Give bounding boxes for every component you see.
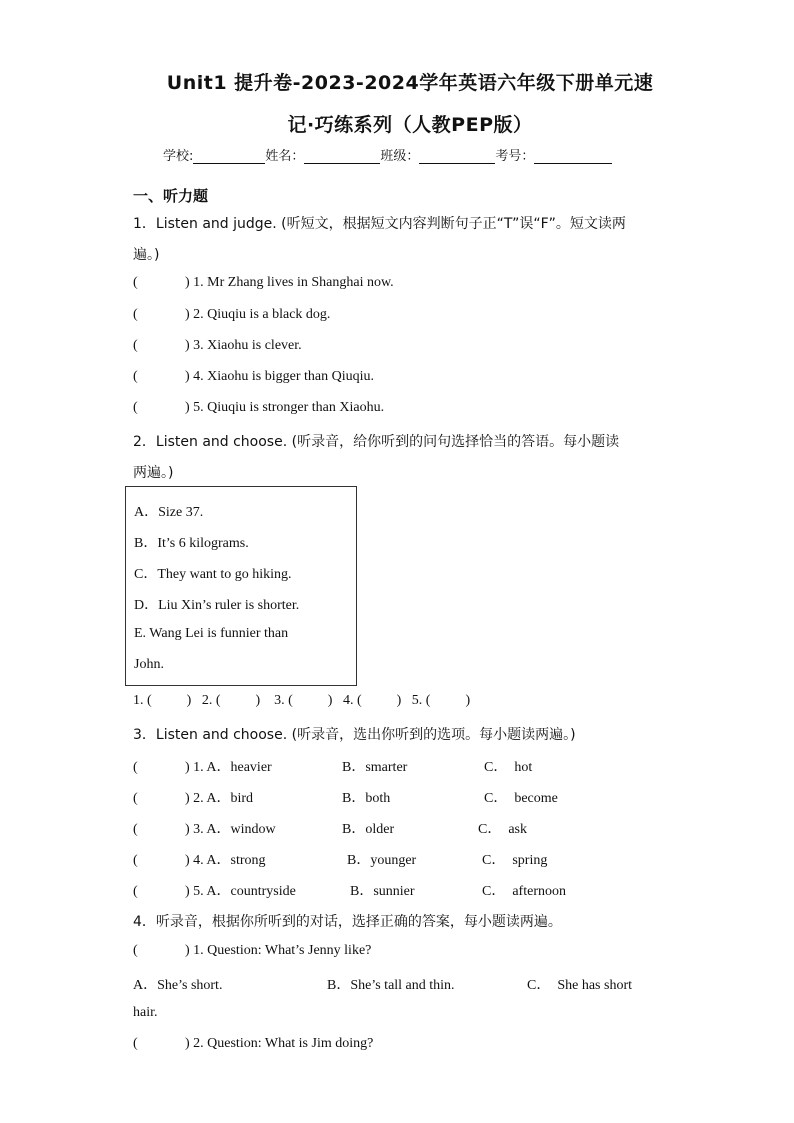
q3-item: ( ) 5. A．countryside: [133, 884, 296, 899]
q4-q1-option-c: C． She has short: [527, 978, 632, 993]
school-blank[interactable]: [193, 149, 265, 164]
q2-option: A．Size 37.: [134, 505, 204, 520]
student-info-row: [163, 145, 612, 164]
q1-instruction-line1: 1．Listen and judge. (听短文，根据短文内容判断句子正“T”误“F”。短文读两: [133, 216, 626, 232]
q3-item: ( ) 1. A．heavier: [133, 760, 272, 775]
q3-option-b: B．smarter: [342, 760, 408, 775]
q3-option-b: B．both: [342, 791, 391, 806]
q3-option-c: C． afternoon: [482, 884, 566, 899]
q3-option-c: C． ask: [478, 822, 527, 837]
q4-q1-option-c-cont: hair.: [133, 1005, 158, 1020]
q3-item: ( ) 2. A．bird: [133, 791, 254, 806]
q2-option: C．They want to go hiking.: [134, 567, 292, 582]
title-line-2: 记·巧练系列（人教PEP版）: [287, 114, 533, 136]
q2-option: E. Wang Lei is funnier than: [134, 626, 289, 641]
q4-question-1: ( ) 1. Question: What’s Jenny like?: [133, 943, 372, 958]
q2-options-box: [125, 486, 357, 686]
q1-item: ( ) 4. Xiaohu is bigger than Qiuqiu.: [133, 369, 374, 384]
q3-option-c: C． spring: [482, 853, 548, 868]
q3-option-b: B．younger: [347, 853, 417, 868]
q2-option: B．It’s 6 kilograms.: [134, 536, 249, 551]
q4-instruction: 4．听录音，根据你所听到的对话，选择正确的答案，每小题读两遍。: [133, 914, 562, 930]
q4-q1-option-b: B．She’s tall and thin.: [327, 978, 455, 993]
q2-option: John.: [134, 657, 164, 672]
class-blank[interactable]: [419, 149, 495, 164]
q2-option: D．Liu Xin’s ruler is shorter.: [134, 598, 300, 613]
q4-q1-option-a: A．She’s short.: [133, 978, 223, 993]
exam-no-blank[interactable]: [534, 149, 612, 164]
exam-no-label: 考号：: [495, 149, 535, 164]
school-label: 学校:: [163, 149, 194, 164]
name-blank[interactable]: [304, 149, 380, 164]
class-label: 班级：: [380, 149, 420, 164]
title-line-1: Unit1 提升卷-2023-2024学年英语六年级下册单元速: [166, 72, 654, 94]
q2-answer-line: 1. ( ) 2. ( ) 3. ( ) 4. ( ) 5. ( ): [133, 693, 471, 708]
q2-instruction-line2: 两遍。): [133, 465, 174, 481]
q3-option-c: C． hot: [484, 760, 533, 775]
q1-item: ( ) 2. Qiuqiu is a black dog.: [133, 307, 331, 322]
q1-item: ( ) 5. Qiuqiu is stronger than Xiaohu.: [133, 400, 385, 415]
q3-option-b: B．sunnier: [350, 884, 415, 899]
q3-instruction: 3．Listen and choose. (听录音，选出你听到的选项。每小题读两遍。): [133, 727, 576, 743]
q1-item: ( ) 1. Mr Zhang lives in Shanghai now.: [133, 275, 394, 290]
q1-instruction-line2: 遍。): [133, 247, 160, 263]
q4-question-2: ( ) 2. Question: What is Jim doing?: [133, 1036, 374, 1051]
section-title-listening: 一、听力题: [133, 187, 209, 205]
q3-item: ( ) 3. A．window: [133, 822, 276, 837]
q2-instruction-line1: 2．Listen and choose. (听录音，给你听到的问句选择恰当的答语。每小题读: [133, 434, 620, 450]
q3-option-b: B．older: [342, 822, 395, 837]
q3-item: ( ) 4. A．strong: [133, 853, 266, 868]
name-label: 姓名：: [265, 149, 305, 164]
q3-option-c: C． become: [484, 791, 558, 806]
q1-item: ( ) 3. Xiaohu is clever.: [133, 338, 302, 353]
